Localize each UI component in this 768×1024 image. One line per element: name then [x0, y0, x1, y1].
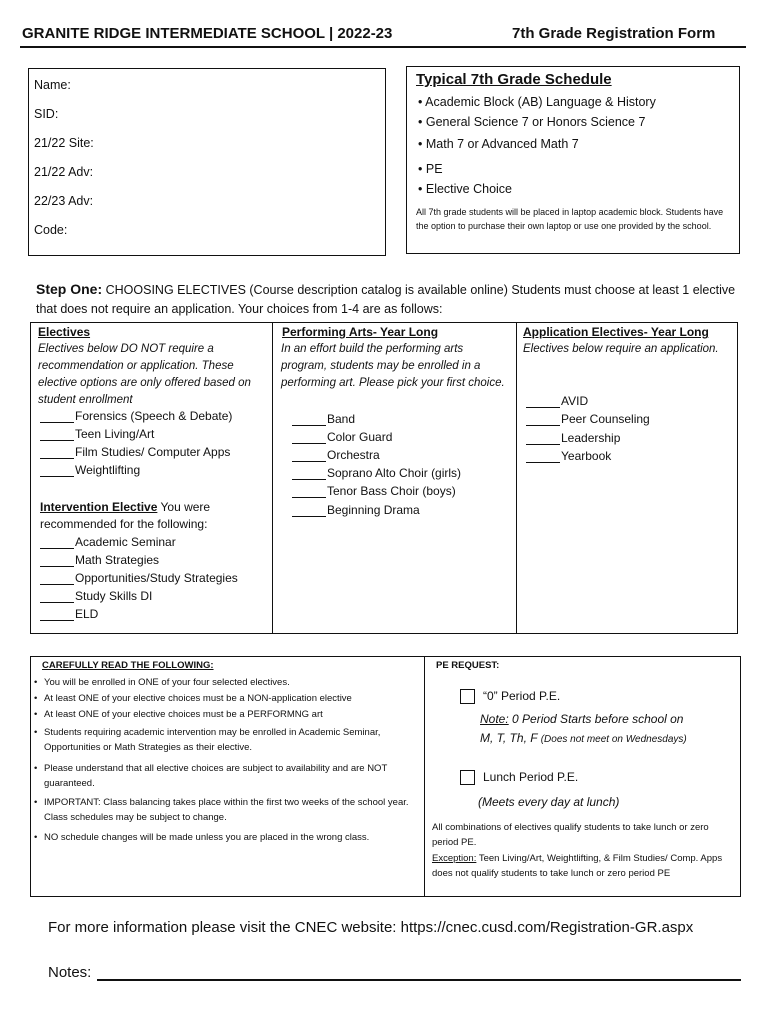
- intervention-option[interactable]: Opportunities/Study Strategies: [40, 571, 238, 585]
- instruction-item: • At least ONE of your elective choices must be a PERFORMNG art: [44, 707, 414, 722]
- intervention-option[interactable]: Study Skills DI: [40, 589, 152, 603]
- performing-arts-option[interactable]: Band: [292, 412, 355, 426]
- performing-arts-option[interactable]: Color Guard: [292, 430, 392, 444]
- header-rule: [20, 46, 746, 48]
- instruction-item: • Please understand that all elective choices are subject to availability and are NOT guaranteed.: [44, 761, 414, 791]
- performing-arts-option[interactable]: Tenor Bass Choir (boys): [292, 484, 456, 498]
- elective-option[interactable]: Teen Living/Art: [40, 427, 154, 441]
- instruction-item: • At least ONE of your elective choices must be a NON-application elective: [44, 691, 414, 706]
- intervention-option[interactable]: Math Strategies: [40, 553, 159, 567]
- performing-arts-option[interactable]: Soprano Alto Choir (girls): [292, 466, 461, 480]
- schedule-title: Typical 7th Grade Schedule: [416, 71, 612, 88]
- zero-period-checkbox[interactable]: [460, 689, 475, 704]
- lunch-period-option[interactable]: Lunch Period P.E.: [460, 770, 578, 785]
- step-one: Step One: CHOOSING ELECTIVES (Course description catalog is available online) Students must choose at least 1 elective that does not require an application. Your choices from 1-4 are as follows:: [36, 281, 736, 316]
- elective-option[interactable]: Weightlifting: [40, 463, 140, 477]
- website-info: For more information please visit the CNEC website: https://cnec.cusd.com/Registration-GR.aspx: [48, 919, 694, 936]
- column-divider: [272, 322, 273, 634]
- application-option[interactable]: Yearbook: [526, 449, 611, 463]
- adv-2122-field[interactable]: 21/22 Adv:: [34, 165, 94, 179]
- student-info-box: [28, 68, 386, 256]
- elective-option[interactable]: Film Studies/ Computer Apps: [40, 445, 230, 459]
- read-heading: CAREFULLY READ THE FOLLOWING:: [42, 660, 214, 671]
- pe-request-heading: PE REQUEST:: [436, 660, 500, 671]
- intervention-option[interactable]: ELD: [40, 607, 98, 621]
- application-electives-intro: Electives below require an application.: [523, 343, 719, 355]
- form-title: 7th Grade Registration Form: [512, 25, 716, 42]
- code-field[interactable]: Code:: [34, 223, 68, 237]
- column-divider: [424, 656, 425, 897]
- notes-line[interactable]: [97, 979, 741, 981]
- pe-exception-note: Exception: Teen Living/Art, Weightlifting, & Film Studies/ Comp. Apps does not qualify students to take lunch or zero period PE: [432, 853, 723, 879]
- electives-intro: Electives below DO NOT require a recommendation or application. These elective options are only offered based on student enrollment: [38, 343, 251, 406]
- schedule-note: All 7th grade students will be placed in laptop academic block. Students have the option to purchase their own laptop or use one provided by the school.: [416, 207, 724, 231]
- performing-arts-intro: In an effort build the performing arts program, students may be enrolled in a performing art. Please pick your first choice.: [281, 343, 505, 389]
- pe-combinations-note: All combinations of electives qualify students to take lunch or zero period PE.: [432, 822, 709, 848]
- schedule-item: • Academic Block (AB) Language & History: [418, 95, 656, 109]
- zero-period-option[interactable]: “0” Period P.E.: [460, 689, 560, 704]
- school-header: GRANITE RIDGE INTERMEDIATE SCHOOL | 2022-23: [22, 25, 393, 42]
- performing-arts-option[interactable]: Beginning Drama: [292, 503, 420, 517]
- instruction-item: • NO schedule changes will be made unless you are placed in the wrong class.: [44, 830, 414, 845]
- elective-option[interactable]: Forensics (Speech & Debate): [40, 409, 232, 423]
- lunch-period-checkbox[interactable]: [460, 770, 475, 785]
- column-divider: [516, 322, 517, 634]
- adv-2223-field[interactable]: 22/23 Adv:: [34, 194, 94, 208]
- instruction-item: • Students requiring academic intervention may be enrolled in Academic Seminar, Opportunities or Math Strategies as their elective.: [44, 725, 414, 755]
- sid-field[interactable]: SID:: [34, 107, 59, 121]
- intervention-heading: Intervention Elective You were recommended for the following:: [40, 500, 211, 531]
- schedule-item: • Math 7 or Advanced Math 7: [418, 137, 579, 151]
- schedule-item: • Elective Choice: [418, 182, 513, 196]
- instruction-item: • You will be enrolled in ONE of your four selected electives.: [44, 675, 414, 690]
- electives-heading: Electives: [38, 325, 91, 339]
- instruction-item: • IMPORTANT: Class balancing takes place within the first two weeks of the school year. Class schedules may be subject to change.: [44, 795, 414, 825]
- site-field[interactable]: 21/22 Site:: [34, 136, 94, 150]
- zero-period-note: Note: 0 Period Starts before school on: [480, 712, 684, 726]
- application-electives-heading: Application Electives- Year Long: [523, 325, 709, 339]
- intervention-option[interactable]: Academic Seminar: [40, 535, 176, 549]
- application-option[interactable]: AVID: [526, 394, 588, 408]
- notes-label: Notes:: [48, 964, 92, 981]
- application-option[interactable]: Leadership: [526, 431, 620, 445]
- schedule-item: • General Science 7 or Honors Science 7: [418, 115, 646, 129]
- name-field[interactable]: Name:: [34, 78, 71, 92]
- application-option[interactable]: Peer Counseling: [526, 412, 650, 426]
- performing-arts-option[interactable]: Orchestra: [292, 448, 380, 462]
- schedule-item: • PE: [418, 162, 443, 176]
- lunch-period-note: (Meets every day at lunch): [478, 795, 620, 809]
- zero-period-days: M, T, Th, F (Does not meet on Wednesdays): [480, 731, 687, 745]
- performing-arts-heading: Performing Arts- Year Long: [282, 325, 439, 339]
